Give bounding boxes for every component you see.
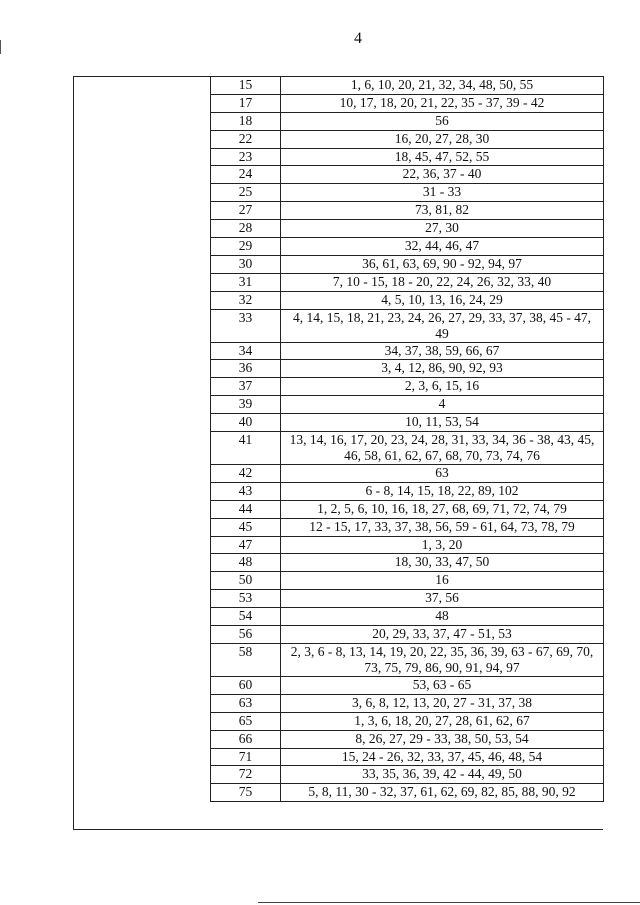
- row-number: 37: [211, 378, 281, 396]
- row-values: 27, 30: [281, 220, 604, 238]
- row-number: 17: [211, 94, 281, 112]
- row-values: 1, 6, 10, 20, 21, 32, 34, 48, 50, 55: [281, 77, 604, 95]
- row-values: 48: [281, 608, 604, 626]
- row-values: 1, 3, 6, 18, 20, 27, 28, 61, 62, 67: [281, 712, 604, 730]
- row-values: 56: [281, 112, 604, 130]
- table-row: [211, 712, 604, 730]
- row-values: 3, 6, 8, 12, 13, 20, 27 - 31, 37, 38: [281, 694, 604, 712]
- table-row: [211, 676, 604, 694]
- table-row: [211, 112, 604, 130]
- row-number: 25: [211, 184, 281, 202]
- row-number: 56: [211, 626, 281, 644]
- table-row: [211, 590, 604, 608]
- row-number: 34: [211, 342, 281, 360]
- table-row: [211, 130, 604, 148]
- row-number: 39: [211, 396, 281, 414]
- row-values: 1, 2, 5, 6, 10, 16, 18, 27, 68, 69, 71, 72, 74, 79: [281, 500, 604, 518]
- table-row: [211, 238, 604, 256]
- row-values: 18, 45, 47, 52, 55: [281, 148, 604, 166]
- row-values: 15, 24 - 26, 32, 33, 37, 45, 46, 48, 54: [281, 748, 604, 766]
- table-row: [211, 536, 604, 554]
- row-number: 50: [211, 572, 281, 590]
- row-number: 71: [211, 748, 281, 766]
- row-values: 32, 44, 46, 47: [281, 238, 604, 256]
- left-edge-mark: [0, 40, 1, 54]
- table-row: [211, 342, 604, 360]
- table-row: [211, 202, 604, 220]
- table-body: [211, 77, 604, 802]
- table-row: [211, 572, 604, 590]
- table-row: [211, 482, 604, 500]
- table-row: [211, 554, 604, 572]
- row-values: 8, 26, 27, 29 - 33, 38, 50, 53, 54: [281, 730, 604, 748]
- row-values: 4, 14, 15, 18, 21, 23, 24, 26, 27, 29, 33, 37, 38, 45 - 47, 49: [281, 309, 604, 342]
- row-values: 4, 5, 10, 13, 16, 24, 29: [281, 291, 604, 309]
- row-values: 10, 17, 18, 20, 21, 22, 35 - 37, 39 - 42: [281, 94, 604, 112]
- row-values: 33, 35, 36, 39, 42 - 44, 49, 50: [281, 766, 604, 784]
- bottom-rule: [258, 902, 640, 903]
- table-row: [211, 694, 604, 712]
- table-row: [211, 94, 604, 112]
- row-values: 18, 30, 33, 47, 50: [281, 554, 604, 572]
- row-number: 42: [211, 465, 281, 483]
- row-number: 43: [211, 482, 281, 500]
- table-row: [211, 77, 604, 95]
- row-number: 47: [211, 536, 281, 554]
- row-number: 36: [211, 360, 281, 378]
- row-values: 6 - 8, 14, 15, 18, 22, 89, 102: [281, 482, 604, 500]
- row-values: 10, 11, 53, 54: [281, 414, 604, 432]
- table-row: [211, 518, 604, 536]
- row-values: 22, 36, 37 - 40: [281, 166, 604, 184]
- row-number: 28: [211, 220, 281, 238]
- row-values: 2, 3, 6 - 8, 13, 14, 19, 20, 22, 35, 36, 39, 63 - 67, 69, 70, 73, 75, 79, 86, 90, 91, 94, 97: [281, 643, 604, 676]
- row-values: 16, 20, 27, 28, 30: [281, 130, 604, 148]
- table-row: [211, 766, 604, 784]
- page-number: 4: [354, 30, 362, 47]
- row-number: 45: [211, 518, 281, 536]
- table-row: [211, 432, 604, 465]
- row-number: 60: [211, 676, 281, 694]
- table-row: [211, 378, 604, 396]
- table-row: [211, 255, 604, 273]
- row-values: 37, 56: [281, 590, 604, 608]
- row-values: 36, 61, 63, 69, 90 - 92, 94, 97: [281, 255, 604, 273]
- table-row: [211, 309, 604, 342]
- row-number: 72: [211, 766, 281, 784]
- table-row: [211, 184, 604, 202]
- table-row: [211, 414, 604, 432]
- table-row: [211, 360, 604, 378]
- table-row: [211, 148, 604, 166]
- row-number: 58: [211, 643, 281, 676]
- row-number: 53: [211, 590, 281, 608]
- row-values: 16: [281, 572, 604, 590]
- row-values: 73, 81, 82: [281, 202, 604, 220]
- table-row: [211, 626, 604, 644]
- table-row: [211, 220, 604, 238]
- row-values: 4: [281, 396, 604, 414]
- row-values: 13, 14, 16, 17, 20, 23, 24, 28, 31, 33, 34, 36 - 38, 43, 45, 46, 58, 61, 62, 67, 68, 70, 73, 74, 76: [281, 432, 604, 465]
- row-number: 75: [211, 784, 281, 802]
- table-row: [211, 500, 604, 518]
- row-number: 40: [211, 414, 281, 432]
- row-number: 22: [211, 130, 281, 148]
- row-values: 1, 3, 20: [281, 536, 604, 554]
- row-values: 5, 8, 11, 30 - 32, 37, 61, 62, 69, 82, 85, 88, 90, 92: [281, 784, 604, 802]
- row-values: 31 - 33: [281, 184, 604, 202]
- table-row: [211, 396, 604, 414]
- table-row: [211, 465, 604, 483]
- row-values: 3, 4, 12, 86, 90, 92, 93: [281, 360, 604, 378]
- row-number: 30: [211, 255, 281, 273]
- row-number: 33: [211, 309, 281, 342]
- row-number: 63: [211, 694, 281, 712]
- row-number: 23: [211, 148, 281, 166]
- table-row: [211, 291, 604, 309]
- row-number: 66: [211, 730, 281, 748]
- row-number: 44: [211, 500, 281, 518]
- table-row: [211, 730, 604, 748]
- row-values: 7, 10 - 15, 18 - 20, 22, 24, 26, 32, 33, 40: [281, 273, 604, 291]
- row-number: 41: [211, 432, 281, 465]
- row-number: 15: [211, 77, 281, 95]
- index-table: [210, 76, 604, 802]
- row-number: 24: [211, 166, 281, 184]
- row-number: 54: [211, 608, 281, 626]
- row-number: 18: [211, 112, 281, 130]
- row-values: 53, 63 - 65: [281, 676, 604, 694]
- table-row: [211, 166, 604, 184]
- table-row: [211, 608, 604, 626]
- row-number: 32: [211, 291, 281, 309]
- row-values: 20, 29, 33, 37, 47 - 51, 53: [281, 626, 604, 644]
- table-row: [211, 643, 604, 676]
- row-values: 12 - 15, 17, 33, 37, 38, 56, 59 - 61, 64, 73, 78, 79: [281, 518, 604, 536]
- row-number: 31: [211, 273, 281, 291]
- row-number: 27: [211, 202, 281, 220]
- row-values: 2, 3, 6, 15, 16: [281, 378, 604, 396]
- table-row: [211, 784, 604, 802]
- row-number: 65: [211, 712, 281, 730]
- row-values: 63: [281, 465, 604, 483]
- table-row: [211, 273, 604, 291]
- table-row: [211, 748, 604, 766]
- row-values: 34, 37, 38, 59, 66, 67: [281, 342, 604, 360]
- row-number: 29: [211, 238, 281, 256]
- row-number: 48: [211, 554, 281, 572]
